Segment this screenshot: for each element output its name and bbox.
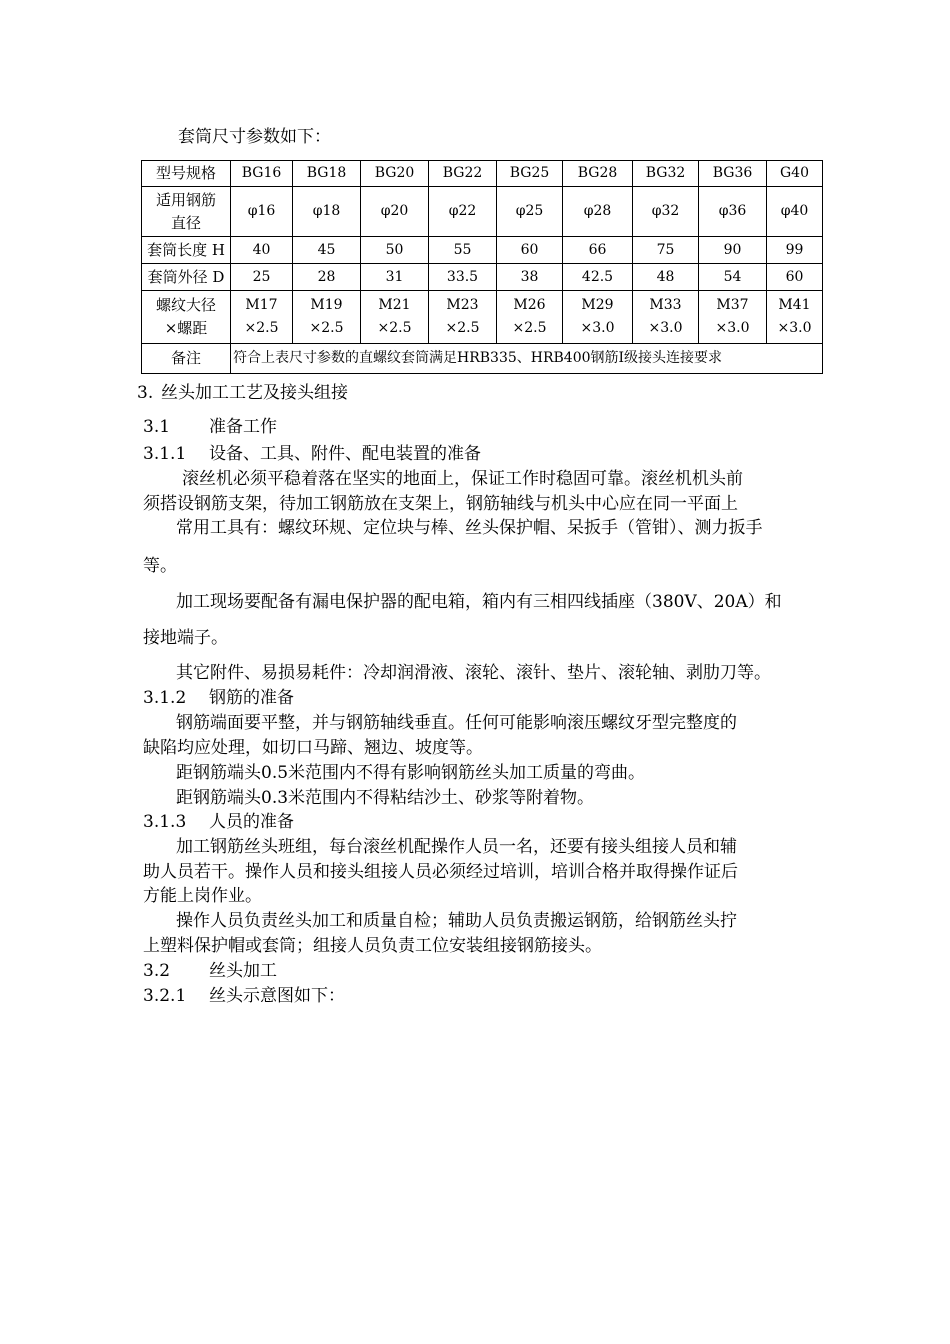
section-heading-3-1: 3.1 准备工作 [143, 417, 277, 437]
table-cell: 42.5 [563, 264, 633, 291]
table-cell: 55 [429, 237, 497, 264]
header-cell: BG28 [563, 161, 633, 187]
table-cell: 33.5 [429, 264, 497, 291]
paragraph-line: 常用工具有：螺纹环规、定位块与棒、丝头保护帽、呆扳手（管钳）、测力扳手 [176, 518, 763, 538]
table-cell: M37 ×3.0 [699, 291, 767, 344]
table-row [142, 291, 823, 344]
header-cell: BG22 [429, 161, 497, 187]
table-cell: φ36 [699, 187, 767, 237]
table-cell: M21 ×2.5 [361, 291, 429, 344]
paragraph-line: 距钢筋端头0.5米范围内不得有影响钢筋丝头加工质量的弯曲。 [176, 763, 646, 783]
table-header-row [142, 161, 823, 187]
table-cell: 60 [767, 264, 823, 291]
table-row [142, 237, 823, 264]
table-cell: φ28 [563, 187, 633, 237]
paragraph-line: 钢筋端面要平整，并与钢筋轴线垂直。任何可能影响滚压螺纹牙型完整度的 [176, 713, 737, 733]
table-cell: φ16 [231, 187, 293, 237]
header-cell: G40 [767, 161, 823, 187]
paragraph-line: 助人员若干。操作人员和接头组接人员必须经过培训，培训合格并取得操作证后 [143, 862, 738, 882]
row-label: 适用钢筋 直径 [142, 187, 231, 237]
row-label: 套筒长度 H [142, 237, 231, 264]
paragraph-line: 加工钢筋丝头班组，每台滚丝机配操作人员一名，还要有接头组接人员和辅 [176, 837, 737, 857]
note-label: 备注 [142, 344, 231, 374]
table-cell: φ32 [633, 187, 699, 237]
table-cell: M41 ×3.0 [767, 291, 823, 344]
row-label: 套筒外径 D [142, 264, 231, 291]
header-cell: 型号规格 [142, 161, 231, 187]
paragraph-line: 上塑料保护帽或套筒；组接人员负责工位安装组接钢筋接头。 [143, 936, 602, 956]
table-cell: 25 [231, 264, 293, 291]
sleeve-spec-table [141, 160, 823, 374]
note-text: 符合上表尺寸参数的直螺纹套筒满足HRB335、HRB400钢筋Ⅰ级接头连接要求 [231, 344, 823, 374]
table-cell: 48 [633, 264, 699, 291]
paragraph-line: 等。 [143, 556, 177, 576]
header-cell: BG25 [497, 161, 563, 187]
paragraph-line: 距钢筋端头0.3米范围内不得粘结沙土、砂浆等附着物。 [176, 788, 595, 808]
table-cell: φ25 [497, 187, 563, 237]
table-cell: 99 [767, 237, 823, 264]
table-row [142, 264, 823, 291]
header-cell: BG36 [699, 161, 767, 187]
section-heading-3-1-3: 3.1.3 人员的准备 [143, 812, 294, 832]
table-cell: M26 ×2.5 [497, 291, 563, 344]
section-heading-3: 3. 丝头加工工艺及接头组接 [137, 383, 348, 403]
section-heading-3-1-2: 3.1.2 钢筋的准备 [143, 688, 294, 708]
table-cell: 54 [699, 264, 767, 291]
table-cell: 40 [231, 237, 293, 264]
table-cell: 50 [361, 237, 429, 264]
table-cell: 75 [633, 237, 699, 264]
table-cell: 66 [563, 237, 633, 264]
paragraph-line: 接地端子。 [143, 628, 228, 648]
table-cell: φ20 [361, 187, 429, 237]
table-cell: M23 ×2.5 [429, 291, 497, 344]
table-cell: 45 [293, 237, 361, 264]
row-label: 螺纹大径 ×螺距 [142, 291, 231, 344]
paragraph-line: 滚丝机必须平稳着落在坚实的地面上，保证工作时稳固可靠。滚丝机机头前 [182, 469, 743, 489]
table-cell: M33 ×3.0 [633, 291, 699, 344]
table-intro: 套筒尺寸参数如下： [178, 127, 331, 147]
paragraph-line: 须搭设钢筋支架，待加工钢筋放在支架上，钢筋轴线与机头中心应在同一平面上 [143, 494, 738, 514]
table-cell: φ40 [767, 187, 823, 237]
paragraph-line: 加工现场要配备有漏电保护器的配电箱，箱内有三相四线插座（380V、20A）和 [176, 592, 782, 612]
header-cell: BG16 [231, 161, 293, 187]
paragraph-line: 操作人员负责丝头加工和质量自检；辅助人员负责搬运钢筋，给钢筋丝头拧 [176, 911, 737, 931]
paragraph-line: 方能上岗作业。 [143, 886, 262, 906]
table-cell: φ18 [293, 187, 361, 237]
table-cell: 28 [293, 264, 361, 291]
section-heading-3-2: 3.2 丝头加工 [143, 961, 277, 981]
table-cell: 31 [361, 264, 429, 291]
section-heading-3-2-1: 3.2.1 丝头示意图如下： [143, 986, 345, 1006]
paragraph-line: 缺陷均应处理，如切口马蹄、翘边、坡度等。 [143, 738, 483, 758]
table-cell: φ22 [429, 187, 497, 237]
paragraph-line: 其它附件、易损易耗件：冷却润滑液、滚轮、滚针、垫片、滚轮轴、剥肋刀等。 [176, 663, 771, 683]
table-cell: 60 [497, 237, 563, 264]
header-cell: BG18 [293, 161, 361, 187]
header-cell: BG32 [633, 161, 699, 187]
header-cell: BG20 [361, 161, 429, 187]
table-cell: M17 ×2.5 [231, 291, 293, 344]
table-cell: M19 ×2.5 [293, 291, 361, 344]
table-row [142, 187, 823, 237]
table-note-row [142, 344, 823, 374]
table-cell: 38 [497, 264, 563, 291]
section-heading-3-1-1: 3.1.1 设备、工具、附件、配电装置的准备 [143, 444, 481, 464]
table-cell: 90 [699, 237, 767, 264]
table-cell: M29 ×3.0 [563, 291, 633, 344]
